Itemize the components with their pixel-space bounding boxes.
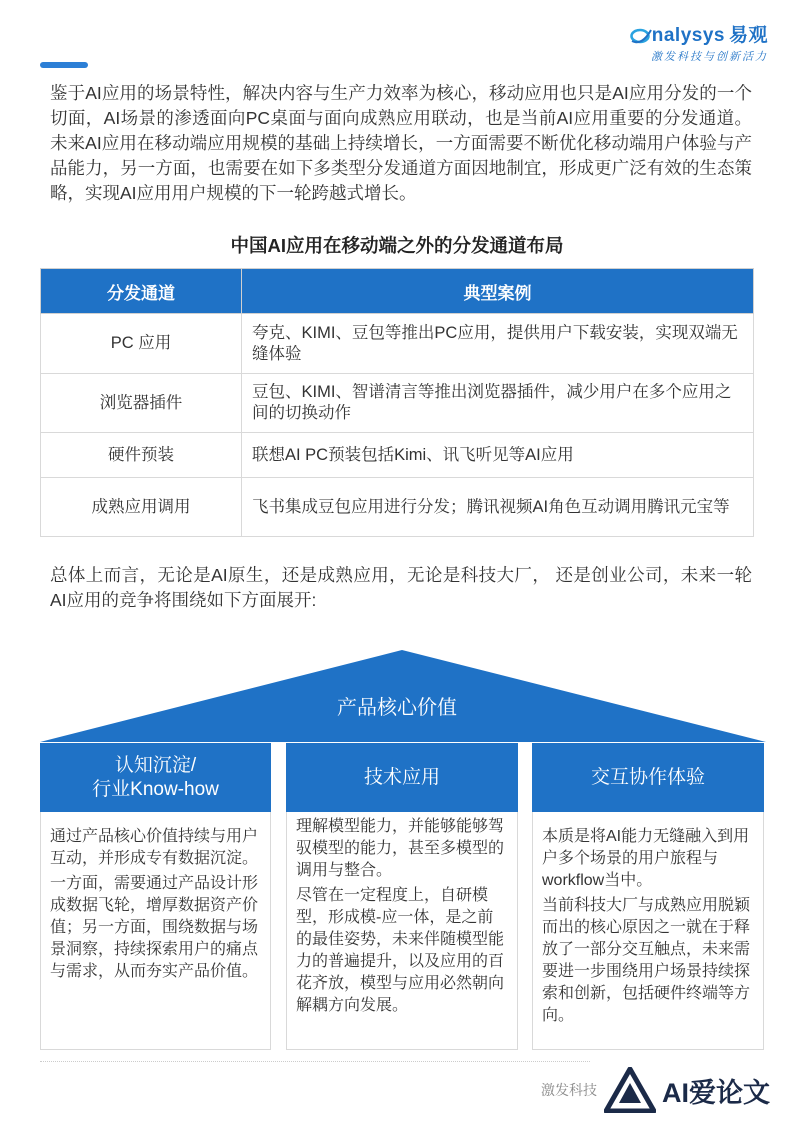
pillar-title-line: 技术应用 (363, 766, 440, 788)
pillar-paragraph: 一方面，需要通过产品设计形成数据飞轮，增厚数据资产价值；另一方面，围绕数据与场景洞察，持续探索用户的痛点与需求，从而夯实产品价值。 (50, 875, 259, 980)
pillar-header-cognition (40, 743, 271, 812)
footer-divider (40, 1061, 590, 1062)
pillar-paragraph: 理解模型能力，并能够能够驾驭模型的能力，甚至多模型的调用与整合。 (296, 818, 505, 879)
summary-paragraph: 总体上而言，无论是AI原生，还是成熟应用，无论是科技大厂， 还是创业公司，未来一轮AI应用的竞争将围绕如下方面展开: (50, 565, 752, 610)
pillar-paragraph: 当前科技大厂与成熟应用脱颖而出的核心原因之一就在于释放了一部分交互触点，未来需要进一步围绕用户场景持续探索和创新，包括硬件终端等方向。 (542, 897, 751, 1024)
pillar-header-technology (286, 743, 518, 812)
pillar-paragraph: 本质是将AI能力无缝融入到用户多个场景的用户旅程与workflow当中。 (542, 828, 750, 889)
table-row (41, 433, 754, 478)
brand-logo-latin: nalysys (651, 25, 725, 46)
pillar-title-line: 行业Know-how (92, 778, 219, 800)
pillar-title-line: 交互协作体验 (590, 766, 705, 788)
channel-cell: 硬件预装 (41, 433, 242, 478)
pillar-title-line: 认知沉淀/ (114, 754, 197, 776)
intro-paragraph: 鉴于AI应用的场景特性，解决内容与生产力效率为核心，移动应用也只是AI应用分发的一个切面，AI场景的渗透面向PC桌面与面向成熟应用联动，也是当前AI应用重要的分发通道。未来AI应用在移动端应用规模的基础上持续增长，一方面需要不断优化移动端用户体验与产品能力，另一方面，也需要在如下多类型分发通道方面因地制宜，形成更广泛有效的生态策略，实现AI应用用户规模的下一轮跨越式增长。 (50, 83, 752, 203)
header-examples: 典型案例 (242, 269, 754, 314)
table-header-row (41, 269, 754, 314)
channel-cell: 浏览器插件 (41, 374, 242, 433)
pillar-body-interaction (532, 812, 764, 1050)
brand-o-swoosh-icon (630, 26, 652, 44)
brand-tagline: 激发科技与创新活力 (651, 51, 768, 63)
pillar-paragraph: 尽管在一定程度上，自研模型，形成模-应一体，是之前的最佳姿势，未来伴随模型能力的普遍提升，以及应用的百花齐放，模型与应用必然朝向解耦方向发展。 (296, 887, 505, 1014)
example-cell: 飞书集成豆包应用进行分发；腾讯视频AI角色互动调用腾讯元宝等 (242, 478, 754, 537)
pillar-body-technology (286, 812, 518, 1050)
brand-header (630, 20, 768, 64)
pillar-header-interaction (532, 743, 764, 812)
channels-table (40, 268, 754, 537)
channel-cell: 成熟应用调用 (41, 478, 242, 537)
example-cell: 联想AI PC预装包括Kimi、讯飞听见等AI应用 (242, 433, 754, 478)
table-title: 中国AI应用在移动端之外的分发通道布局 (230, 235, 564, 256)
example-cell: 夸克、KIMI、豆包等推出PC应用，提供用户下载安装，实现双端无缝体验 (242, 314, 754, 374)
table-row (41, 478, 754, 537)
pillar-body-cognition (40, 812, 271, 1050)
channel-cell: PC 应用 (41, 314, 242, 374)
pillar-paragraph: 通过产品核心价值持续与用户互动，并形成专有数据沉淀。 (50, 828, 259, 867)
table-row (41, 374, 754, 433)
accent-bar (40, 62, 88, 68)
table-row (41, 314, 754, 374)
ai-watermark-logo-icon (604, 1067, 656, 1113)
example-cell: 豆包、KIMI、智谱清言等推出浏览器插件，减少用户在多个应用之间的切换动作 (242, 374, 754, 433)
watermark-text: AI爱论文 (662, 1077, 770, 1108)
watermark (604, 1066, 782, 1114)
brand-logo-cn: 易观 (728, 25, 768, 46)
roof-label: 产品核心价值 (337, 697, 457, 719)
brand-logo (630, 20, 768, 47)
footer-text: 激发科技 (541, 1082, 597, 1098)
header-channel: 分发通道 (41, 269, 242, 314)
